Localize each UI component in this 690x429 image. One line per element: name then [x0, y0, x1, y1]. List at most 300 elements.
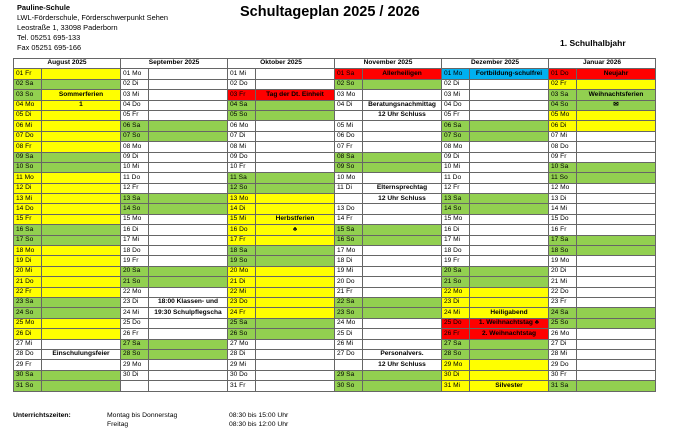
event-cell: Neujahr — [577, 69, 656, 79]
day-cell: 17 Sa — [549, 235, 577, 245]
day-cell: 20 Mi — [14, 266, 42, 276]
day-cell: 29 Fr — [14, 360, 42, 370]
event-cell — [42, 194, 121, 204]
day-cell: 14 Fr — [335, 214, 363, 224]
day-cell: 26 Di — [14, 329, 42, 339]
event-cell — [577, 329, 656, 339]
day-cell: 30 Do — [228, 370, 256, 380]
event-cell — [363, 131, 442, 141]
event-cell — [363, 297, 442, 307]
event-cell — [363, 318, 442, 328]
event-cell — [42, 256, 121, 266]
day-cell: 11 Sa — [228, 173, 256, 183]
day-cell: 27 Sa — [121, 339, 149, 349]
event-cell — [577, 131, 656, 141]
event-cell — [577, 266, 656, 276]
day-cell: 15 Mi — [228, 214, 256, 224]
event-cell: 1 — [42, 100, 121, 110]
event-cell — [42, 142, 121, 152]
event-cell — [256, 173, 335, 183]
day-cell: 25 Mo — [14, 318, 42, 328]
table-row — [14, 162, 656, 172]
event-cell — [42, 79, 121, 89]
day-cell: 14 Do — [14, 204, 42, 214]
teaching-times-label: Unterrichtszeiten: — [13, 412, 71, 419]
event-cell — [149, 204, 228, 214]
day-cell: 07 Mi — [549, 131, 577, 141]
day-cell: 06 Di — [549, 121, 577, 131]
month-header: November 2025 — [335, 59, 442, 69]
table-row — [14, 214, 656, 224]
event-cell — [42, 246, 121, 256]
day-cell: 20 Do — [335, 277, 363, 287]
event-cell — [470, 194, 549, 204]
day-cell: 13 Do — [335, 204, 363, 214]
event-cell — [42, 152, 121, 162]
day-cell: 21 Fr — [335, 287, 363, 297]
day-cell: 03 Mo — [335, 90, 363, 100]
event-cell — [256, 287, 335, 297]
day-cell: 16 So — [335, 235, 363, 245]
event-cell: Sommerferien — [42, 90, 121, 100]
day-cell: 11 Do — [121, 173, 149, 183]
event-cell — [470, 235, 549, 245]
day-cell: 28 So — [121, 349, 149, 359]
day-cell: 09 Do — [228, 152, 256, 162]
day-cell: 21 So — [442, 277, 470, 287]
event-cell: Allerheiligen — [363, 69, 442, 79]
event-cell: 12 Uhr Schluss — [363, 194, 442, 204]
event-cell — [42, 235, 121, 245]
event-cell — [149, 246, 228, 256]
event-cell — [42, 183, 121, 193]
event-cell — [470, 266, 549, 276]
event-cell — [470, 360, 549, 370]
day-cell: 09 Di — [442, 152, 470, 162]
event-cell — [256, 256, 335, 266]
event-cell — [42, 173, 121, 183]
day-cell: 19 Di — [14, 256, 42, 266]
event-cell — [363, 266, 442, 276]
table-row — [14, 100, 656, 110]
month-header: August 2025 — [14, 59, 121, 69]
day-cell: 24 Mi — [442, 308, 470, 318]
day-cell: 28 Do — [14, 349, 42, 359]
day-cell: 19 So — [228, 256, 256, 266]
day-cell: 15 Fr — [14, 214, 42, 224]
table-row — [14, 246, 656, 256]
day-cell: 06 Mi — [14, 121, 42, 131]
day-cell: 27 Di — [549, 339, 577, 349]
day-cell: 22 Sa — [335, 297, 363, 307]
school-street: Leostraße 1, 33098 Paderborn — [17, 23, 118, 32]
event-cell — [149, 100, 228, 110]
day-cell: 16 Sa — [14, 225, 42, 235]
day-cell: 22 Mi — [228, 287, 256, 297]
day-cell — [335, 194, 363, 204]
day-cell: 03 Sa — [549, 90, 577, 100]
event-cell — [149, 256, 228, 266]
event-cell — [470, 90, 549, 100]
event-cell — [256, 246, 335, 256]
event-cell — [256, 360, 335, 370]
day-cell: 19 Mi — [335, 266, 363, 276]
event-cell — [149, 121, 228, 131]
event-cell — [42, 308, 121, 318]
day-cell: 10 Sa — [549, 162, 577, 172]
day-cell: 05 Mo — [549, 110, 577, 120]
event-cell — [363, 162, 442, 172]
day-cell: 02 Fr — [549, 79, 577, 89]
event-cell — [149, 360, 228, 370]
event-cell: 18:00 Klassen- und — [149, 297, 228, 307]
day-cell: 10 Mi — [121, 162, 149, 172]
table-row — [14, 318, 656, 328]
event-cell — [470, 225, 549, 235]
day-cell: 23 Do — [228, 297, 256, 307]
term-label: 1. Schulhalbjahr — [560, 38, 626, 48]
event-cell: Beratungsnachmittag — [363, 100, 442, 110]
event-cell — [149, 277, 228, 287]
event-cell — [470, 100, 549, 110]
event-cell — [577, 214, 656, 224]
event-cell — [256, 381, 335, 391]
event-cell — [149, 131, 228, 141]
event-cell — [470, 214, 549, 224]
teaching-days-1: Montag bis Donnerstag — [107, 412, 178, 419]
table-row — [14, 360, 656, 370]
event-cell — [42, 297, 121, 307]
event-cell — [256, 266, 335, 276]
event-cell: 12 Uhr Schluss — [363, 360, 442, 370]
event-cell — [577, 194, 656, 204]
day-cell: 07 Fr — [335, 142, 363, 152]
day-cell: 03 Mi — [121, 90, 149, 100]
day-cell: 25 Sa — [228, 318, 256, 328]
event-cell — [470, 287, 549, 297]
event-cell — [577, 287, 656, 297]
event-cell — [42, 287, 121, 297]
table-row — [14, 79, 656, 89]
event-cell — [363, 173, 442, 183]
teaching-time-1: 08:30 bis 15:00 Uhr — [229, 412, 289, 419]
event-cell — [577, 173, 656, 183]
day-cell: 30 Fr — [549, 370, 577, 380]
event-cell: Personalvers. — [363, 349, 442, 359]
day-cell: 15 Mo — [442, 214, 470, 224]
day-cell: 27 Do — [335, 349, 363, 359]
day-cell: 23 Fr — [549, 297, 577, 307]
month-header: Oktober 2025 — [228, 59, 335, 69]
day-cell: 29 Mo — [442, 360, 470, 370]
day-cell: 24 Mi — [121, 308, 149, 318]
day-cell: 24 Fr — [228, 308, 256, 318]
day-cell: 09 Di — [121, 152, 149, 162]
event-cell — [577, 318, 656, 328]
event-cell: Fortbildung-schulfrei — [470, 69, 549, 79]
event-cell: 19:30 Schulpflegscha — [149, 308, 228, 318]
event-cell — [256, 277, 335, 287]
day-cell: 18 Do — [442, 246, 470, 256]
day-cell: 28 So — [442, 349, 470, 359]
day-cell: 12 Mo — [549, 183, 577, 193]
event-cell — [363, 152, 442, 162]
calendar-table — [13, 58, 656, 392]
day-cell: 12 Fr — [442, 183, 470, 193]
event-cell: Herbstferien — [256, 214, 335, 224]
day-cell: 19 Mo — [549, 256, 577, 266]
event-cell — [470, 173, 549, 183]
day-cell: 17 So — [14, 235, 42, 245]
event-cell — [577, 370, 656, 380]
day-cell: 14 Mi — [549, 204, 577, 214]
table-row — [14, 329, 656, 339]
event-cell — [256, 297, 335, 307]
day-cell: 25 So — [549, 318, 577, 328]
table-row — [14, 256, 656, 266]
table-row — [14, 204, 656, 214]
day-cell: 25 Do — [121, 318, 149, 328]
day-cell: 21 So — [121, 277, 149, 287]
event-cell: ♣ — [256, 225, 335, 235]
day-cell: 06 Sa — [442, 121, 470, 131]
event-cell — [256, 121, 335, 131]
day-cell: 26 Fr — [442, 329, 470, 339]
day-cell: 13 Sa — [442, 194, 470, 204]
day-cell: 18 Sa — [228, 246, 256, 256]
event-cell — [577, 308, 656, 318]
event-cell — [256, 100, 335, 110]
day-cell: 22 Do — [549, 287, 577, 297]
day-cell: 17 Fr — [228, 235, 256, 245]
day-cell: 05 Fr — [442, 110, 470, 120]
day-cell: 08 Mo — [121, 142, 149, 152]
day-cell: 18 So — [549, 246, 577, 256]
day-cell: 11 Mo — [14, 173, 42, 183]
day-cell: 31 Mi — [442, 381, 470, 391]
day-cell: 27 Sa — [442, 339, 470, 349]
event-cell — [470, 183, 549, 193]
event-cell — [363, 256, 442, 266]
school-name: Pauline-Schule — [17, 3, 70, 12]
table-row — [14, 370, 656, 380]
table-row — [14, 121, 656, 131]
month-header-row — [14, 59, 656, 69]
day-cell: 30 Di — [442, 370, 470, 380]
day-cell: 24 Sa — [549, 308, 577, 318]
table-row — [14, 152, 656, 162]
day-cell: 02 Di — [442, 79, 470, 89]
event-cell: 1. Weihnachtstag ♣ — [470, 318, 549, 328]
event-cell — [577, 121, 656, 131]
table-row — [14, 183, 656, 193]
event-cell — [149, 235, 228, 245]
event-cell — [363, 142, 442, 152]
day-cell: 03 Fr — [228, 90, 256, 100]
event-cell — [470, 121, 549, 131]
event-cell — [256, 349, 335, 359]
day-cell: 18 Mo — [14, 246, 42, 256]
school-address-block — [17, 3, 168, 53]
event-cell — [256, 162, 335, 172]
event-cell — [149, 214, 228, 224]
event-cell — [42, 69, 121, 79]
day-cell: 20 Sa — [442, 266, 470, 276]
event-cell — [470, 79, 549, 89]
day-cell: 23 Di — [442, 297, 470, 307]
event-cell — [149, 79, 228, 89]
event-cell — [256, 142, 335, 152]
event-cell — [42, 381, 121, 391]
event-cell — [42, 225, 121, 235]
day-cell: 10 Mo — [335, 173, 363, 183]
day-cell: 27 Mi — [14, 339, 42, 349]
event-cell — [363, 225, 442, 235]
event-cell: 12 Uhr Schluss — [363, 110, 442, 120]
day-cell: 04 Di — [335, 100, 363, 110]
event-cell — [149, 318, 228, 328]
event-cell — [470, 204, 549, 214]
event-cell — [256, 79, 335, 89]
day-cell: 29 Mo — [121, 360, 149, 370]
event-cell — [577, 256, 656, 266]
event-cell — [470, 131, 549, 141]
day-cell: 31 Fr — [228, 381, 256, 391]
event-cell — [256, 152, 335, 162]
event-cell: 2. Weihnachtstag — [470, 329, 549, 339]
day-cell: 17 Mi — [121, 235, 149, 245]
event-cell: Heiligabend — [470, 308, 549, 318]
event-cell — [577, 225, 656, 235]
day-cell: 13 Sa — [121, 194, 149, 204]
event-cell — [149, 162, 228, 172]
event-cell — [470, 246, 549, 256]
event-cell — [470, 256, 549, 266]
day-cell: 02 Do — [228, 79, 256, 89]
day-cell — [335, 110, 363, 120]
event-cell — [577, 79, 656, 89]
day-cell: 31 Sa — [549, 381, 577, 391]
day-cell: 26 Mo — [549, 329, 577, 339]
event-cell: Weihnachtsferien — [577, 90, 656, 100]
event-cell — [363, 370, 442, 380]
day-cell: 25 Do — [442, 318, 470, 328]
event-cell — [577, 277, 656, 287]
table-row — [14, 90, 656, 100]
day-cell — [335, 360, 363, 370]
day-cell: 02 Sa — [14, 79, 42, 89]
day-cell: 22 Fr — [14, 287, 42, 297]
day-cell: 29 Sa — [335, 370, 363, 380]
event-cell — [149, 142, 228, 152]
event-cell — [149, 370, 228, 380]
day-cell: 23 So — [335, 308, 363, 318]
day-cell: 07 So — [121, 131, 149, 141]
day-cell: 12 Fr — [121, 183, 149, 193]
day-cell: 04 Sa — [228, 100, 256, 110]
day-cell: 17 Mi — [442, 235, 470, 245]
month-header: Januar 2026 — [549, 59, 656, 69]
event-cell — [363, 287, 442, 297]
school-subtitle: LWL-Förderschule, Förderschwerpunkt Sehen — [17, 13, 169, 22]
day-cell: 08 Fr — [14, 142, 42, 152]
day-cell: 26 Fr — [121, 329, 149, 339]
day-cell: 03 Mi — [442, 90, 470, 100]
day-cell: 12 Di — [14, 183, 42, 193]
event-cell — [470, 339, 549, 349]
event-cell — [256, 370, 335, 380]
event-cell — [363, 204, 442, 214]
day-cell: 15 Sa — [335, 225, 363, 235]
day-cell: 22 Mo — [121, 287, 149, 297]
day-cell: 04 So — [549, 100, 577, 110]
event-cell — [363, 90, 442, 100]
day-cell: 13 Mo — [228, 194, 256, 204]
teaching-time-2: 08:30 bis 12:00 Uhr — [229, 421, 289, 428]
day-cell: 09 Fr — [549, 152, 577, 162]
month-header: Dezember 2025 — [442, 59, 549, 69]
day-cell: 27 Mo — [228, 339, 256, 349]
event-cell — [256, 69, 335, 79]
day-cell: 02 Di — [121, 79, 149, 89]
day-cell: 21 Mi — [549, 277, 577, 287]
day-cell: 29 Do — [549, 360, 577, 370]
event-cell — [42, 318, 121, 328]
event-cell — [577, 246, 656, 256]
event-cell — [363, 277, 442, 287]
day-cell: 16 Do — [228, 225, 256, 235]
day-cell: 20 Mo — [228, 266, 256, 276]
event-cell — [149, 381, 228, 391]
day-cell: 06 Sa — [121, 121, 149, 131]
event-cell — [149, 339, 228, 349]
event-cell — [256, 110, 335, 120]
event-cell — [470, 142, 549, 152]
event-cell — [363, 308, 442, 318]
day-cell: 02 So — [335, 79, 363, 89]
table-row — [14, 173, 656, 183]
event-cell — [363, 121, 442, 131]
day-cell: 25 Di — [335, 329, 363, 339]
day-cell: 22 Mo — [442, 287, 470, 297]
table-row — [14, 235, 656, 245]
day-cell: 24 So — [14, 308, 42, 318]
day-cell: 05 Mi — [335, 121, 363, 131]
event-cell — [149, 194, 228, 204]
day-cell: 05 Di — [14, 110, 42, 120]
day-cell: 17 Mo — [335, 246, 363, 256]
day-cell: 30 So — [335, 381, 363, 391]
event-cell — [149, 183, 228, 193]
day-cell: 14 So — [442, 204, 470, 214]
table-row — [14, 266, 656, 276]
month-header: September 2025 — [121, 59, 228, 69]
event-cell — [42, 360, 121, 370]
event-cell — [470, 152, 549, 162]
day-cell: 01 Sa — [335, 69, 363, 79]
day-cell: 04 Do — [442, 100, 470, 110]
day-cell: 18 Di — [335, 256, 363, 266]
day-cell: 04 Do — [121, 100, 149, 110]
school-phone: Tel. 05251 695-133 — [17, 33, 81, 42]
day-cell: 09 Sa — [14, 152, 42, 162]
day-cell: 21 Do — [14, 277, 42, 287]
event-cell: Silvester — [470, 381, 549, 391]
day-cell: 10 Mi — [442, 162, 470, 172]
event-cell — [577, 297, 656, 307]
day-cell: 01 Mi — [228, 69, 256, 79]
event-cell — [470, 370, 549, 380]
